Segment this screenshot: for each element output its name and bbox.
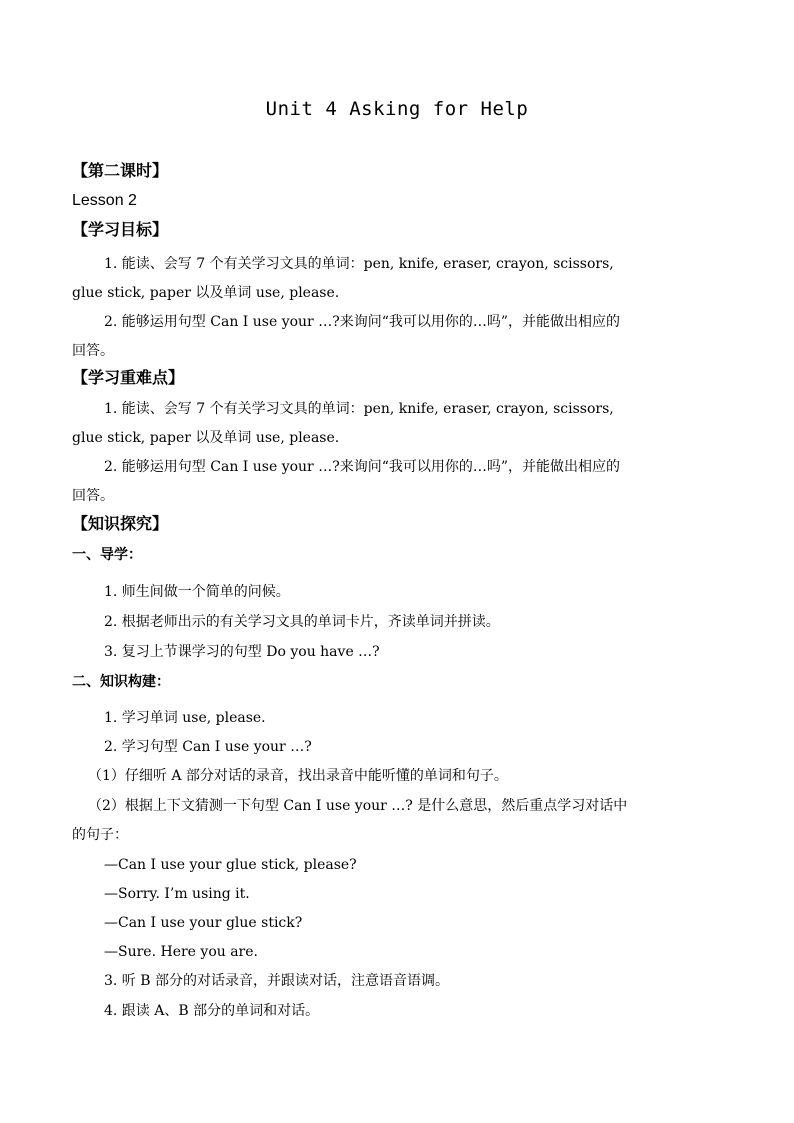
dialogue-line-4: —Sure. Here you are.: [104, 944, 258, 960]
dialogue-line-1: —Can I use your glue stick, please?: [104, 857, 357, 873]
build-item-3: 3. 听 B 部分的对话录音，并跟读对话，注意语音语调。: [104, 973, 449, 989]
lesson-label: Lesson 2: [72, 192, 137, 209]
build-sub-1: （1）仔细听 A 部分对话的录音，找出录音中能听懂的单词和句子。: [88, 768, 508, 784]
guide-heading: 一、导学：: [72, 547, 142, 563]
guide-item-2: 2. 根据老师出示的有关学习文具的单词卡片，齐读单词并拼读。: [104, 614, 500, 630]
build-heading: 二、知识构建：: [72, 674, 170, 690]
document-title: Unit 4 Asking for Help: [265, 98, 529, 120]
exploration-heading: 【知识探究】: [72, 514, 169, 533]
build-item-1: 1. 学习单词 use, please.: [104, 710, 266, 726]
key-point-2-line-1: 2. 能够运用句型 Can I use your …?来询问“我可以用你的…吗”，并能做出相应的: [104, 459, 621, 475]
build-sub-2-line-2: 的句子：: [72, 827, 128, 843]
objective-1-line-2: glue stick, paper 以及单词 use, please.: [72, 285, 340, 301]
objective-1-line-1: 1. 能读、会写 7 个有关学习文具的单词：pen, knife, eraser, crayon, scissors,: [104, 256, 614, 272]
objective-2-line-2: 回答。: [72, 343, 114, 359]
build-sub-2-line-1: （2）根据上下文猜测一下句型 Can I use your …? 是什么意思，然后重点学习对话中: [88, 798, 628, 814]
lesson-period-heading: 【第二课时】: [72, 161, 169, 180]
key-points-heading: 【学习重难点】: [72, 368, 185, 387]
dialogue-line-2: —Sorry. I’m using it.: [104, 886, 250, 902]
build-item-2: 2. 学习句型 Can I use your …?: [104, 739, 312, 755]
objectives-heading: 【学习目标】: [72, 220, 169, 239]
objective-2-line-1: 2. 能够运用句型 Can I use your …?来询问“我可以用你的…吗”，并能做出相应的: [104, 314, 621, 330]
guide-item-1: 1. 师生间做一个简单的问候。: [104, 584, 290, 600]
key-point-1-line-1: 1. 能读、会写 7 个有关学习文具的单词：pen, knife, eraser, crayon, scissors,: [104, 401, 614, 417]
guide-item-3: 3. 复习上节课学习的句型 Do you have …?: [104, 644, 380, 660]
build-item-4: 4. 跟读 A、B 部分的单词和对话。: [104, 1003, 320, 1019]
dialogue-line-3: —Can I use your glue stick?: [104, 915, 303, 931]
key-point-2-line-2: 回答。: [72, 488, 114, 504]
key-point-1-line-2: glue stick, paper 以及单词 use, please.: [72, 430, 340, 446]
